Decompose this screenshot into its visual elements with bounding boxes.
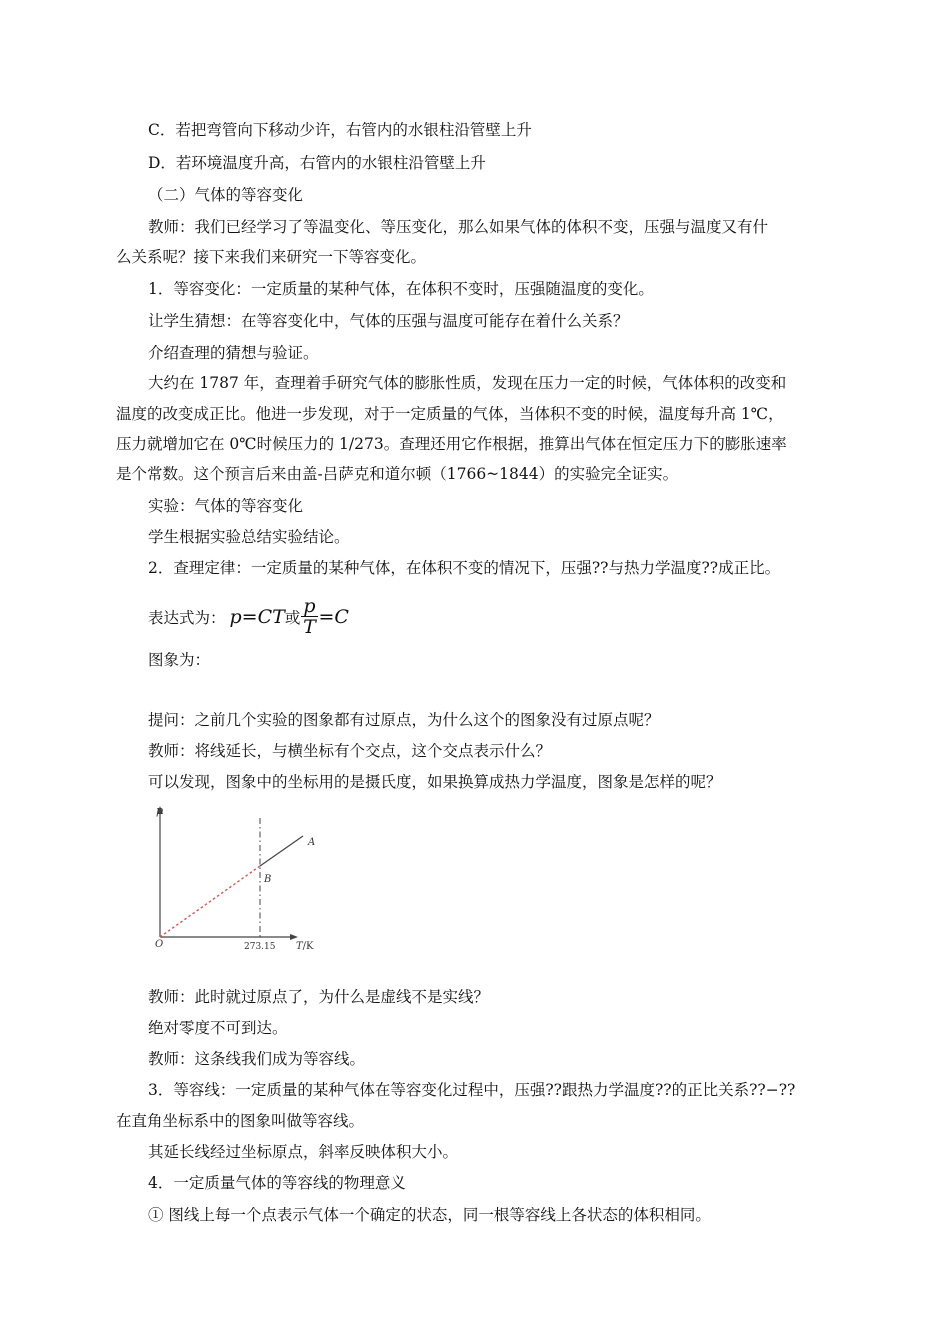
formula-tail: =C (318, 605, 349, 628)
paragraph-line: 教师：此时就过原点了，为什么是虚线不是实线？ (148, 988, 490, 1006)
option-c: C．若把弯管向下移动少许，右管内的水银柱沿管壁上升 (148, 121, 532, 139)
charles-law: 2．查理定律：一定质量的某种气体，在体积不变的情况下，压强??与热力学温度??成正比。 (148, 559, 781, 577)
paragraph-line: 压力就增加它在 0℃时候压力的 1/273。查理还用它作根据，推算出气体在恒定压力下的膨胀速率 (116, 435, 787, 453)
extrapolated-line (160, 866, 260, 937)
paragraph-line: ① 图线上每一个点表示气体一个确定的状态，同一根等容线上各状态的体积相同。 (148, 1206, 711, 1224)
paragraph-line: 提问：之前几个实验的图象都有过原点，为什么这个的图象没有过原点呢？ (148, 711, 660, 729)
formula-denominator: T (303, 616, 316, 638)
tick-label: 273.15 (244, 942, 276, 952)
formula (230, 596, 349, 637)
paragraph-line: 学生根据实验总结实验结论。 (148, 528, 350, 546)
paragraph-line: 实验：气体的等容变化 (148, 497, 304, 515)
x-axis-symbol: T (296, 941, 303, 952)
paragraph-line: 是个常数。这个预言后来由盖-吕萨克和道尔顿（1766~1844）的实验完全证实。 (116, 465, 679, 483)
x-axis-label (296, 941, 314, 952)
paragraph-line: 在直角坐标系中的图象叫做等容线。 (116, 1112, 365, 1130)
paragraph-line: 教师：这条线我们成为等容线。 (148, 1050, 366, 1068)
point-a-label: A (308, 837, 316, 848)
paragraph-line: 绝对零度不可到达。 (148, 1019, 288, 1037)
paragraph-line: 么关系呢？接下来我们来研究一下等容变化。 (116, 248, 427, 266)
formula-part1: p=CT (229, 605, 285, 628)
formula-prefix: 表达式为： (148, 608, 226, 627)
formula-fraction (301, 596, 317, 637)
paragraph-line: 教师：我们已经学习了等温变化、等压变化，那么如果气体的体积不变，压强与温度又有什 (148, 218, 769, 236)
isochore-line (260, 836, 303, 866)
formula-or: 或 (284, 608, 301, 627)
definition-isochore: 3．等容线：一定质量的某种气体在等容变化过程中，压强??跟热力学温度??的正比关系??−?? (148, 1081, 796, 1099)
paragraph-line: 让学生猜想：在等容变化中，气体的压强与温度可能存在着什么关系？ (148, 312, 629, 330)
formula-row (148, 596, 349, 637)
x-axis-unit: /K (302, 941, 314, 952)
y-axis-label: p (156, 804, 164, 817)
isochoric-graph (146, 800, 338, 956)
section-heading: （二）气体的等容变化 (148, 186, 304, 204)
point-b-label: B (264, 874, 272, 885)
paragraph-line: 图象为： (148, 651, 211, 669)
paragraph-line: 温度的改变成正比。他进一步发现，对于一定质量的气体，当体积不变的时候，温度每升高 1℃， (116, 405, 784, 423)
section-heading: 4．一定质量气体的等容线的物理意义 (148, 1174, 406, 1192)
paragraph-line: 其延长线经过坐标原点，斜率反映体积大小。 (148, 1143, 459, 1161)
x-axis-arrow (290, 934, 298, 940)
paragraph-line: 教师：将线延长，与横坐标有个交点，这个交点表示什么？ (148, 742, 552, 760)
origin-label: O (155, 939, 164, 950)
option-d: D．若环境温度升高，右管内的水银柱沿管壁上升 (148, 154, 486, 172)
paragraph-line: 可以发现，图象中的坐标用的是摄氏度，如果换算成热力学温度，图象是怎样的呢？ (148, 773, 722, 791)
definition-isochoric: 1．等容变化：一定质量的某种气体，在体积不变时，压强随温度的变化。 (148, 280, 654, 298)
formula-numerator: p (303, 595, 316, 617)
paragraph-line: 介绍查理的猜想与验证。 (148, 344, 319, 362)
paragraph-line: 大约在 1787 年，查理着手研究气体的膨胀性质，发现在压力一定的时候，气体体积的改变和 (148, 374, 787, 392)
